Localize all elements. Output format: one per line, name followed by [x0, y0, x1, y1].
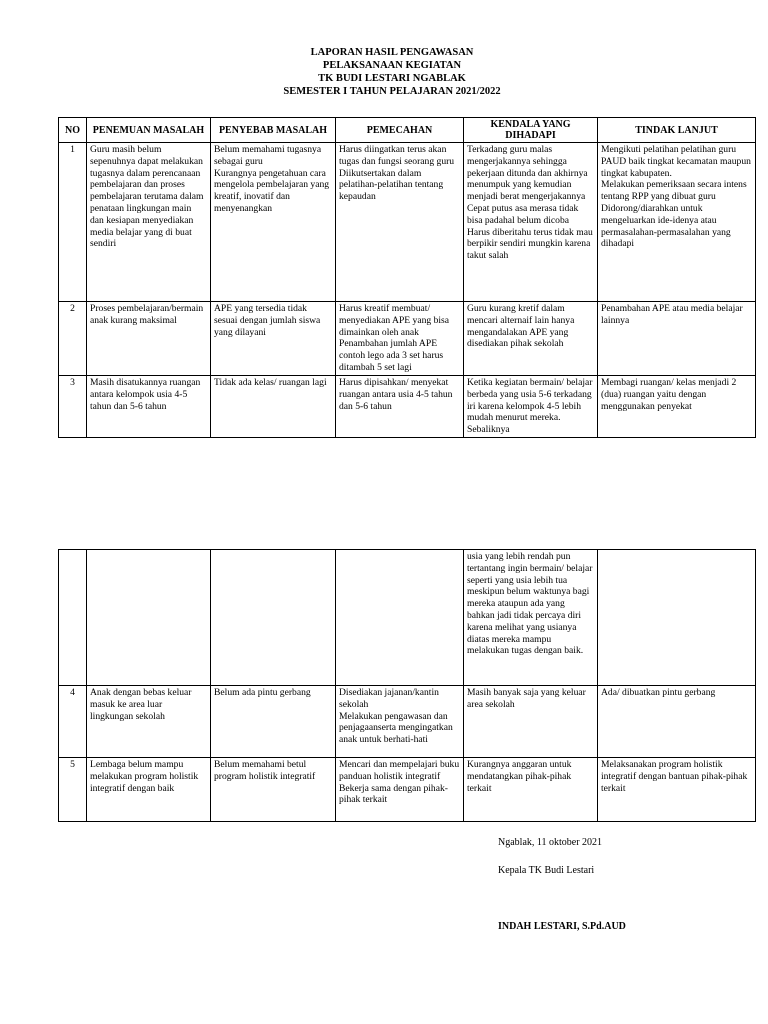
header-penyebab-masalah: PENYEBAB MASALAH	[211, 118, 336, 143]
cell-text: APE yang tersedia tidak sesuai dengan jumlah siswa yang dilayani	[214, 303, 321, 338]
cell-no: 4	[59, 686, 87, 758]
cell-pemecahan	[336, 758, 464, 822]
title-line-1: LAPORAN HASIL PENGAWASAN	[310, 47, 474, 58]
cell-no: 1	[59, 143, 87, 302]
cell-pemecahan	[336, 302, 464, 376]
cell-text: usia yang lebih rendah pun tertantang ingin bermain/ belajar seperti yang usia lebih tua meskipun belum waktunya bagi mereka ataupun ada yang bahkan jadi tidak percaya diri karena melihat yang usianya diatas mereka mampu melakukan tugas dengan baik.	[467, 551, 593, 657]
table-row	[59, 143, 756, 302]
table-row	[59, 376, 756, 438]
signature-name: INDAH LESTARI, S.Pd.AUD	[498, 921, 626, 932]
cell-text: Harus kreatif membuat/ menyediakan APE yang bisa dimainkan oleh anak Penambahan jumlah APE contoh lego ada 3 set harus ditambah 5 set lagi	[339, 303, 450, 373]
report-title	[0, 46, 768, 98]
title-line-3: TK BUDI LESTARI NGABLAK	[318, 73, 466, 84]
cell-pemecahan	[336, 376, 464, 438]
header-no: NO	[59, 118, 87, 143]
cell-penemuan	[87, 686, 211, 758]
cell-tindak	[598, 376, 756, 438]
cell-text: Mengikuti pelatihan pelatihan guru PAUD baik tingkat kecamatan maupun tingkat kabupaten. Melakukan pemeriksaan secara intens tentang RPP yang dibuat guru Didorong/diarahkan untuk mengeluarkan ide-idenya atau permasalahan-permasalahan yang dihadapi	[601, 144, 751, 250]
cell-penemuan	[87, 376, 211, 438]
table-header-row	[59, 118, 756, 143]
cell-text: Terkadang guru malas mengerjakannya sehingga pekerjaan ditunda dan akhirnya menumpuk yang kemudian menjadi berat mengerjakannya Cepat putus asa merasa tidak bisa padahal belum dicoba Harus diberitahu terus tidak mau berpikir sendiri mungkin karena takut salah	[467, 144, 593, 262]
cell-kendala	[464, 758, 598, 822]
cell-text: Guru masih belum sepenuhnya dapat melakukan tugasnya dalam perencanaan pembelajaran dan proses pembelajaran terutama dalam penataan lingkungan main dan kesiapan menyediakan media belajar yang di buat sendiri	[90, 144, 204, 250]
cell-penyebab	[211, 376, 336, 438]
cell-penemuan	[87, 143, 211, 302]
cell-kendala	[464, 686, 598, 758]
cell-text: Disediakan jajanan/kantin sekolah Melakukan pengawasan dan penjagaanserta mengingatkan anak untuk berhati-hati	[339, 687, 453, 746]
cell-no: 5	[59, 758, 87, 822]
cell-text: Belum memahami betul program holistik integratif	[214, 759, 316, 782]
cell-text: Ada/ dibuatkan pintu gerbang	[601, 687, 716, 698]
signature-place-date: Ngablak, 11 oktober 2021	[498, 837, 603, 848]
table-row	[59, 302, 756, 376]
cell-pemecahan	[336, 143, 464, 302]
cell-no: 3	[59, 376, 87, 438]
cell-pemecahan	[336, 550, 464, 686]
report-table-part-2	[58, 549, 756, 822]
cell-text: Penambahan APE atau media belajar lainnya	[601, 303, 743, 326]
header-penemuan-masalah: PENEMUAN MASALAH	[87, 118, 211, 143]
cell-kendala	[464, 143, 598, 302]
cell-tindak	[598, 143, 756, 302]
header-pemecahan: PEMECAHAN	[336, 118, 464, 143]
cell-text: Lembaga belum mampu melakukan program holistik integratif dengan baik	[90, 759, 199, 794]
cell-text: Guru kurang kretif dalam mencari alternaif lain hanya mengandalakan APE yang disediakan pihak sekolah	[467, 303, 575, 350]
cell-penyebab	[211, 686, 336, 758]
cell-penemuan	[87, 550, 211, 686]
table-row	[59, 686, 756, 758]
cell-tindak	[598, 302, 756, 376]
cell-kendala	[464, 302, 598, 376]
cell-tindak	[598, 686, 756, 758]
cell-text: Mencari dan mempelajari buku panduan holistik integratif Bekerja sama dengan pihak- pihak terkait	[339, 759, 460, 806]
cell-penemuan	[87, 302, 211, 376]
cell-kendala	[464, 550, 598, 686]
cell-kendala	[464, 376, 598, 438]
cell-penemuan	[87, 758, 211, 822]
cell-text: Ketika kegiatan bermain/ belajar berbeda yang usia 5-6 terkadang iri karena kelompok 4-5 lebih mudah menurut mereka. Sebaliknya	[467, 377, 593, 436]
header-kendala: KENDALA YANG DIHADAPI	[464, 118, 598, 143]
cell-pemecahan	[336, 686, 464, 758]
cell-text: Tidak ada kelas/ ruangan lagi	[214, 377, 327, 388]
cell-text: Anak dengan bebas keluar masuk ke area luar lingkungan sekolah	[90, 687, 192, 722]
cell-text: Belum memahami tugasnya sebagai guru Kurangnya pengetahuan cara mengelola pembelajaran yang kreatif, inovatif dan menyenangkan	[214, 144, 330, 214]
cell-text: Membagi ruangan/ kelas menjadi 2 (dua) ruangan yaitu dengan menggunakan penyekat	[601, 377, 737, 412]
cell-text: Proses pembelajaran/bermain anak kurang maksimal	[90, 303, 204, 326]
cell-text: Melaksanakan program holistik integratif dengan bantuan pihak-pihak terkait	[601, 759, 748, 794]
cell-penyebab	[211, 302, 336, 376]
header-tindak-lanjut: TINDAK LANJUT	[598, 118, 756, 143]
cell-text: Harus diingatkan terus akan tugas dan fungsi seorang guru Diikutsertakan dalam pelatihan-pelatihan tentang kepaudan	[339, 144, 455, 203]
cell-text: Belum ada pintu gerbang	[214, 687, 311, 698]
report-table-part-1	[58, 117, 756, 438]
title-line-2: PELAKSANAAN KEGIATAN	[322, 60, 462, 71]
cell-penyebab	[211, 143, 336, 302]
cell-penyebab	[211, 758, 336, 822]
cell-tindak	[598, 550, 756, 686]
table-row	[59, 550, 756, 686]
cell-penyebab	[211, 550, 336, 686]
cell-text: Masih disatukannya ruangan antara kelompok usia 4-5 tahun dan 5-6 tahun	[90, 377, 201, 412]
cell-no: 2	[59, 302, 87, 376]
cell-text: Harus dipisahkan/ menyekat ruangan antara usia 4-5 tahun dan 5-6 tahun	[339, 377, 453, 412]
cell-text: Kurangnya anggaran untuk mendatangkan pihak-pihak terkait	[467, 759, 572, 794]
table-row	[59, 758, 756, 822]
cell-no	[59, 550, 87, 686]
cell-tindak	[598, 758, 756, 822]
cell-text: Masih banyak saja yang keluar area sekolah	[467, 687, 586, 710]
signature-position: Kepala TK Budi Lestari	[498, 865, 595, 876]
title-line-4: SEMESTER I TAHUN PELAJARAN 2021/2022	[283, 86, 501, 97]
